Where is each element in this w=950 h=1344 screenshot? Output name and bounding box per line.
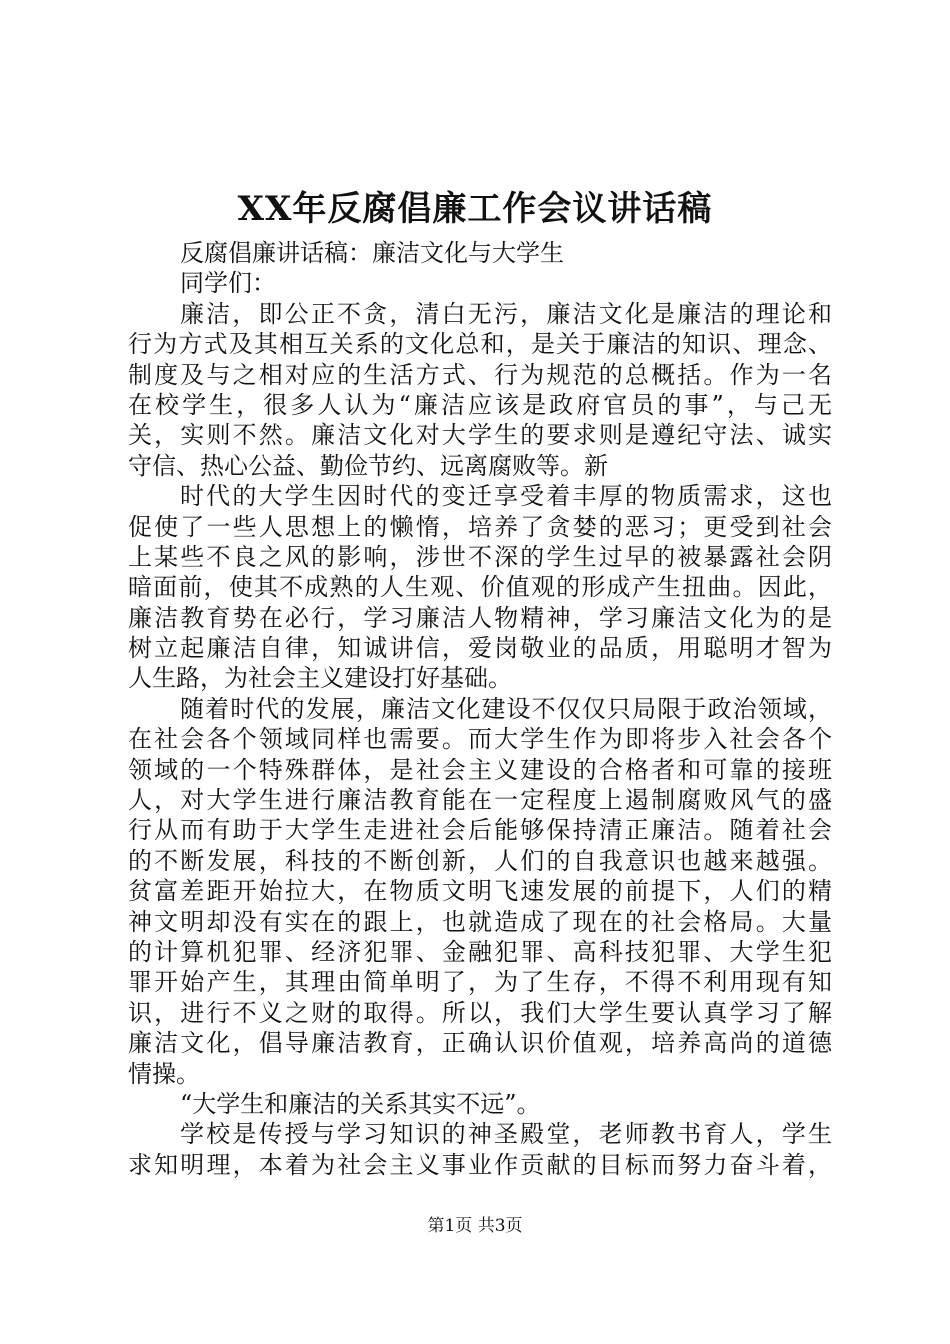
text-line: 学校是传授与学习知识的神圣殿堂，老师教书育人，学生 [180, 1120, 832, 1149]
text-line: 随着时代的发展，廉洁文化建设不仅仅只局限于政治领域， [180, 694, 832, 723]
text-line: 时代的大学生因时代的变迁享受着丰厚的物质需求，这也 [180, 482, 832, 511]
text-line: 上某些不良之风的影响，涉世不深的学生过早的被暴露社会阴 [128, 542, 832, 571]
text-line: 的计算机犯罪、经济犯罪、金融犯罪、高科技犯罪、大学生犯 [128, 937, 832, 966]
text-line: 暗面前，使其不成熟的人生观、价值观的形成产生扭曲。因此， [128, 573, 832, 602]
text-line: 行为方式及其相互关系的文化总和，是关于廉洁的知识、理念、 [128, 330, 832, 359]
text-line: 的不断发展，科技的不断创新，人们的自我意识也越来越强。 [128, 846, 832, 875]
text-line: 人，对大学生进行廉洁教育能在一定程度上遏制腐败风气的盛 [128, 786, 832, 815]
text-line: 识，进行不义之财的取得。所以，我们大学生要认真学习了解 [128, 998, 832, 1027]
text-line: 情操。 [128, 1059, 200, 1088]
text-line: 廉洁，即公正不贪，清白无污，廉洁文化是廉洁的理论和 [180, 299, 832, 328]
text-line: 反腐倡廉讲话稿：廉洁文化与大学生 [180, 239, 564, 267]
text-line: 领域的一个特殊群体，是社会主义建设的合格者和可靠的接班 [128, 755, 832, 784]
text-line: 贫富差距开始拉大，在物质文明飞速发展的前提下，人们的精 [128, 877, 832, 906]
text-line: 关，实则不然。廉洁文化对大学生的要求则是遵纪守法、诚实 [128, 421, 832, 450]
document-body [128, 238, 832, 1180]
text-line: 人生路，为社会主义建设打好基础。 [128, 664, 512, 693]
text-line: 求知明理，本着为社会主义事业作贡献的目标而努力奋斗着， [128, 1150, 832, 1179]
text-line: 树立起廉洁自律，知诚讲信，爱岗敬业的品质，用聪明才智为 [128, 634, 832, 663]
text-line: 守信、热心公益、勤俭节约、远离腐败等。新 [128, 451, 608, 480]
text-line: 制度及与之相对应的生活方式、行为规范的总概括。作为一名 [128, 360, 832, 389]
page-footer: 第1页 共3页 [427, 1216, 523, 1236]
text-line: 行从而有助于大学生走进社会后能够保持清正廉洁。随着社会 [128, 816, 832, 845]
text-line: 促使了一些人思想上的懒惰，培养了贪婪的恶习；更受到社会 [128, 512, 832, 541]
text-line: 在校学生，很多人认为“廉洁应该是政府官员的事”，与己无 [128, 390, 832, 419]
text-line: “大学生和廉洁的关系其实不远”。 [180, 1089, 541, 1118]
text-line: 廉洁文化，倡导廉洁教育，正确认识价值观，培养高尚的道德 [128, 1029, 832, 1058]
text-line: 罪开始产生，其理由简单明了，为了生存，不得不利用现有知 [128, 968, 832, 997]
text-line: 神文明却没有实在的跟上，也就造成了现在的社会格局。大量 [128, 907, 832, 936]
text-line: 廉洁教育势在必行，学习廉洁人物精神，学习廉洁文化为的是 [128, 603, 832, 632]
text-line: 在社会各个领域同样也需要。而大学生作为即将步入社会各个 [128, 725, 832, 754]
document-title: XX年反腐倡廉工作会议讲话稿 [237, 189, 713, 229]
text-line: 同学们： [180, 269, 276, 298]
